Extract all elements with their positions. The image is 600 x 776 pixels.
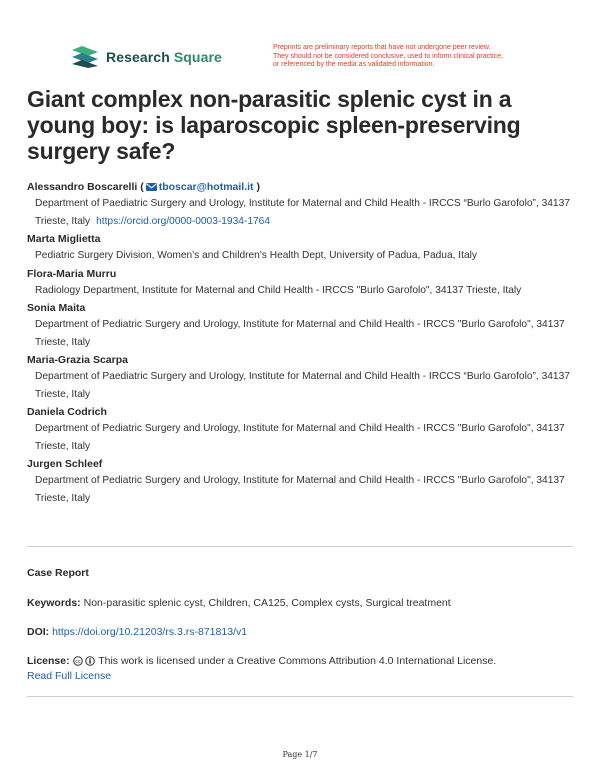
preprint-notice-line: They should not be considered conclusive, used to inform clinical practice, xyxy=(273,52,503,60)
author-entry xyxy=(27,353,575,403)
orcid-link[interactable]: https://orcid.org/0000-0003-1934-1764 xyxy=(96,215,270,227)
divider xyxy=(27,696,573,697)
brand-name-part1: Research xyxy=(106,49,170,65)
author-list xyxy=(27,180,575,509)
license xyxy=(27,654,575,684)
article-type-label: Case Report xyxy=(27,567,89,579)
attribution-icon xyxy=(85,656,95,666)
license-label: License: xyxy=(27,655,70,667)
author-name: Alessandro Boscarelli xyxy=(27,181,138,193)
article-title: Giant complex non-parasitic splenic cyst in a young boy: is laparoscopic spleen-preserving surgery safe? xyxy=(27,86,521,164)
page-header xyxy=(72,44,572,78)
author-entry xyxy=(27,267,575,300)
author-affiliation: Department of Pediatric Surgery and Urology, Institute for Maternal and Child Health - IRCCS "Burlo Garofolo", 34137 Trieste, Italy xyxy=(35,475,565,504)
author-name: Sonia Maita xyxy=(27,302,86,314)
preprint-notice-line: or referenced by the media as validated information. xyxy=(273,61,435,68)
creative-commons-icon xyxy=(73,656,83,666)
author-name: Flora-Maria Murru xyxy=(27,267,117,280)
research-square-logo[interactable] xyxy=(72,46,222,68)
author-affiliation: Department of Pediatric Surgery and Urology, Institute for Maternal and Child Health - IRCCS "Burlo Garofolo", 34137 Trieste, Italy xyxy=(35,319,565,348)
author-affiliation: Department of Pediatric Surgery and Urology, Institute for Maternal and Child Health - IRCCS "Burlo Garofolo", 34137 Trieste, Italy xyxy=(35,423,565,452)
author-affiliation: Radiology Department, Institute for Maternal and Child Health - IRCCS "Burlo Garofolo", 34137 Trieste, Italy xyxy=(35,284,522,296)
mail-icon xyxy=(146,183,157,191)
preprint-notice xyxy=(273,44,563,70)
doi-link[interactable]: https://doi.org/10.21203/rs.3.rs-871813/v1 xyxy=(52,626,248,638)
author-name: Jurgen Schleef xyxy=(27,458,103,470)
author-name: Marta Miglietta xyxy=(27,233,101,245)
article-type xyxy=(27,566,575,581)
author-affiliation: Pediatric Surgery Division, Women's and Children's Health Dept, University of Padua, Padua, Italy xyxy=(35,250,477,261)
keywords-value: Non-parasitic splenic cyst, Children, CA125, Complex cysts, Surgical treatment xyxy=(83,597,451,609)
divider xyxy=(27,546,573,547)
doi xyxy=(27,625,575,640)
author-entry xyxy=(27,180,575,230)
author-email-link[interactable]: tboscar@hotmail.it xyxy=(158,181,254,193)
affiliation-text: Department of Paediatric Surgery and Urology, Institute for Maternal and Child Health - IRCCS “Burlo Garofolo”, 34137 Trieste, Italy xyxy=(35,198,570,227)
doi-label: DOI: xyxy=(27,626,50,638)
author-entry xyxy=(27,457,575,507)
author-entry xyxy=(27,301,575,351)
author-email-wrap: ( tboscar@hotmail.it ) xyxy=(140,181,260,193)
research-square-logo-icon xyxy=(72,46,98,68)
author-name: Daniela Codrich xyxy=(27,406,107,418)
svg-text:cc: cc xyxy=(74,659,81,665)
brand-name-part2: Square xyxy=(173,49,222,65)
brand-name xyxy=(106,49,222,65)
read-full-license-link[interactable]: Read Full License xyxy=(27,670,112,682)
license-text: This work is licensed under a Creative Commons Attribution 4.0 International License. xyxy=(98,655,497,667)
author-affiliation xyxy=(27,195,575,230)
author-entry xyxy=(27,405,575,455)
keywords-label: Keywords: xyxy=(27,597,81,609)
author-affiliation: Department of Paediatric Surgery and Urology, Institute for Maternal and Child Health - IRCCS “Burlo Garofolo”, 34137 Trieste, Italy xyxy=(35,371,570,400)
preprint-notice-line: Preprints are preliminary reports that have not undergone peer review. xyxy=(273,44,491,51)
author-name: Maria-Grazia Scarpa xyxy=(27,354,128,366)
author-entry xyxy=(27,232,575,265)
keywords xyxy=(27,596,575,611)
page-number: Page 1/7 xyxy=(282,750,318,759)
